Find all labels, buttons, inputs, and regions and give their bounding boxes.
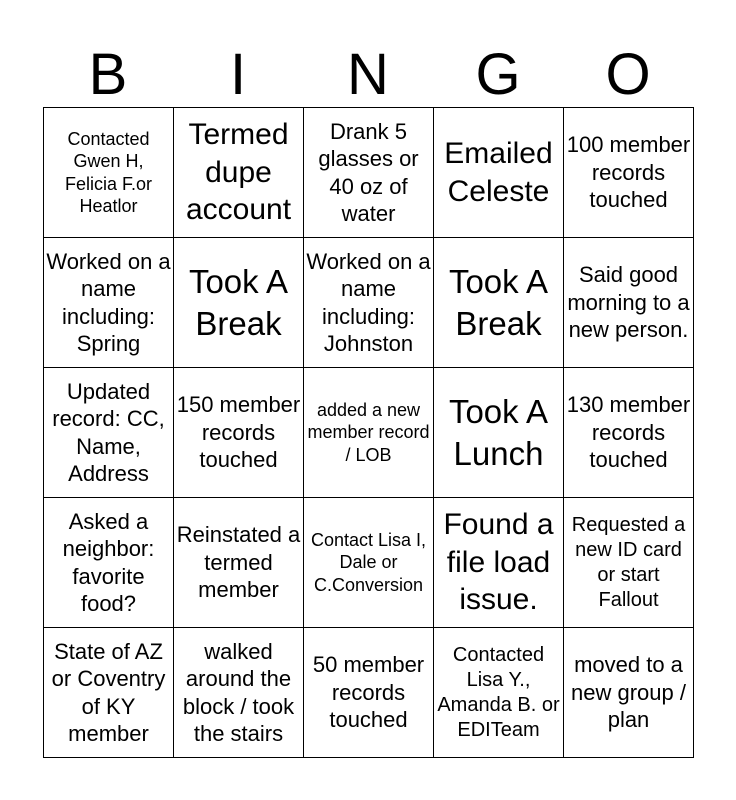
bingo-cell[interactable] [44, 238, 174, 368]
bingo-cell[interactable] [174, 498, 304, 628]
cell-text: Contacted Gwen H, Felicia F.or Heatlor [64, 128, 153, 216]
cell-text: Found a file load issue. [443, 508, 554, 617]
board-row [44, 238, 694, 368]
bingo-cell[interactable] [174, 628, 304, 758]
cell-text: added a new member record / LOB [307, 399, 430, 465]
cell-text: 130 member records touched [566, 392, 691, 473]
bingo-cell[interactable] [434, 498, 564, 628]
cell-text: Worked on a name including: Johnston [306, 248, 431, 356]
bingo-cell[interactable] [434, 628, 564, 758]
header-letter-g: G [475, 42, 521, 107]
bingo-cell[interactable] [564, 498, 694, 628]
bingo-cell[interactable] [174, 238, 304, 368]
bingo-cell[interactable] [434, 108, 564, 238]
bingo-header [43, 44, 693, 106]
cell-text: Requested a new ID card or start Fallout [571, 513, 686, 611]
cell-text: Contact Lisa I, Dale or C.Conversion [310, 529, 427, 595]
cell-text: State of AZ or Coventry of KY member [51, 638, 166, 746]
header-letter-n: N [347, 42, 389, 107]
cell-text: 50 member records touched [312, 652, 425, 733]
cell-text: Took A Break [448, 263, 549, 342]
bingo-cell[interactable] [564, 368, 694, 498]
board-row [44, 368, 694, 498]
cell-text: Took A Lunch [448, 393, 549, 472]
cell-text: Termed dupe account [185, 118, 292, 227]
cell-text: Worked on a name including: Spring [46, 248, 171, 356]
bingo-cell[interactable] [564, 108, 694, 238]
bingo-cell[interactable] [304, 628, 434, 758]
bingo-cell[interactable] [304, 498, 434, 628]
cell-text: Reinstated a termed member [176, 522, 301, 603]
board-row [44, 108, 694, 238]
bingo-cell[interactable] [434, 238, 564, 368]
cell-text: Took A Break [188, 263, 289, 342]
bingo-cell[interactable] [44, 368, 174, 498]
bingo-cell[interactable] [174, 108, 304, 238]
bingo-cell[interactable] [304, 108, 434, 238]
bingo-cell[interactable] [434, 368, 564, 498]
bingo-cell[interactable] [174, 368, 304, 498]
bingo-board [43, 107, 694, 758]
cell-text: moved to a new group / plan [571, 652, 686, 733]
cell-text: walked around the block / took the stairs [182, 638, 295, 746]
cell-text: Said good morning to a new person. [567, 262, 690, 343]
header-letter-i: I [229, 42, 247, 107]
bingo-cell[interactable] [44, 108, 174, 238]
board-row [44, 628, 694, 758]
cell-text: Updated record: CC, Name, Address [52, 378, 165, 486]
bingo-cell[interactable] [564, 238, 694, 368]
cell-text: Contacted Lisa Y., Amanda B. or EDITeam [437, 643, 560, 741]
bingo-cell[interactable] [304, 368, 434, 498]
header-letter-o: O [605, 42, 651, 107]
cell-text: 150 member records touched [176, 392, 301, 473]
cell-text: 100 member records touched [566, 132, 691, 213]
bingo-cell[interactable] [564, 628, 694, 758]
header-letter-b: B [88, 42, 128, 107]
cell-text: Emailed Celeste [444, 137, 553, 208]
bingo-cell[interactable] [304, 238, 434, 368]
cell-text: Drank 5 glasses or 40 oz of water [318, 118, 419, 226]
bingo-cell[interactable] [44, 628, 174, 758]
cell-text: Asked a neighbor: favorite food? [62, 508, 155, 616]
board-row [44, 498, 694, 628]
bingo-cell[interactable] [44, 498, 174, 628]
